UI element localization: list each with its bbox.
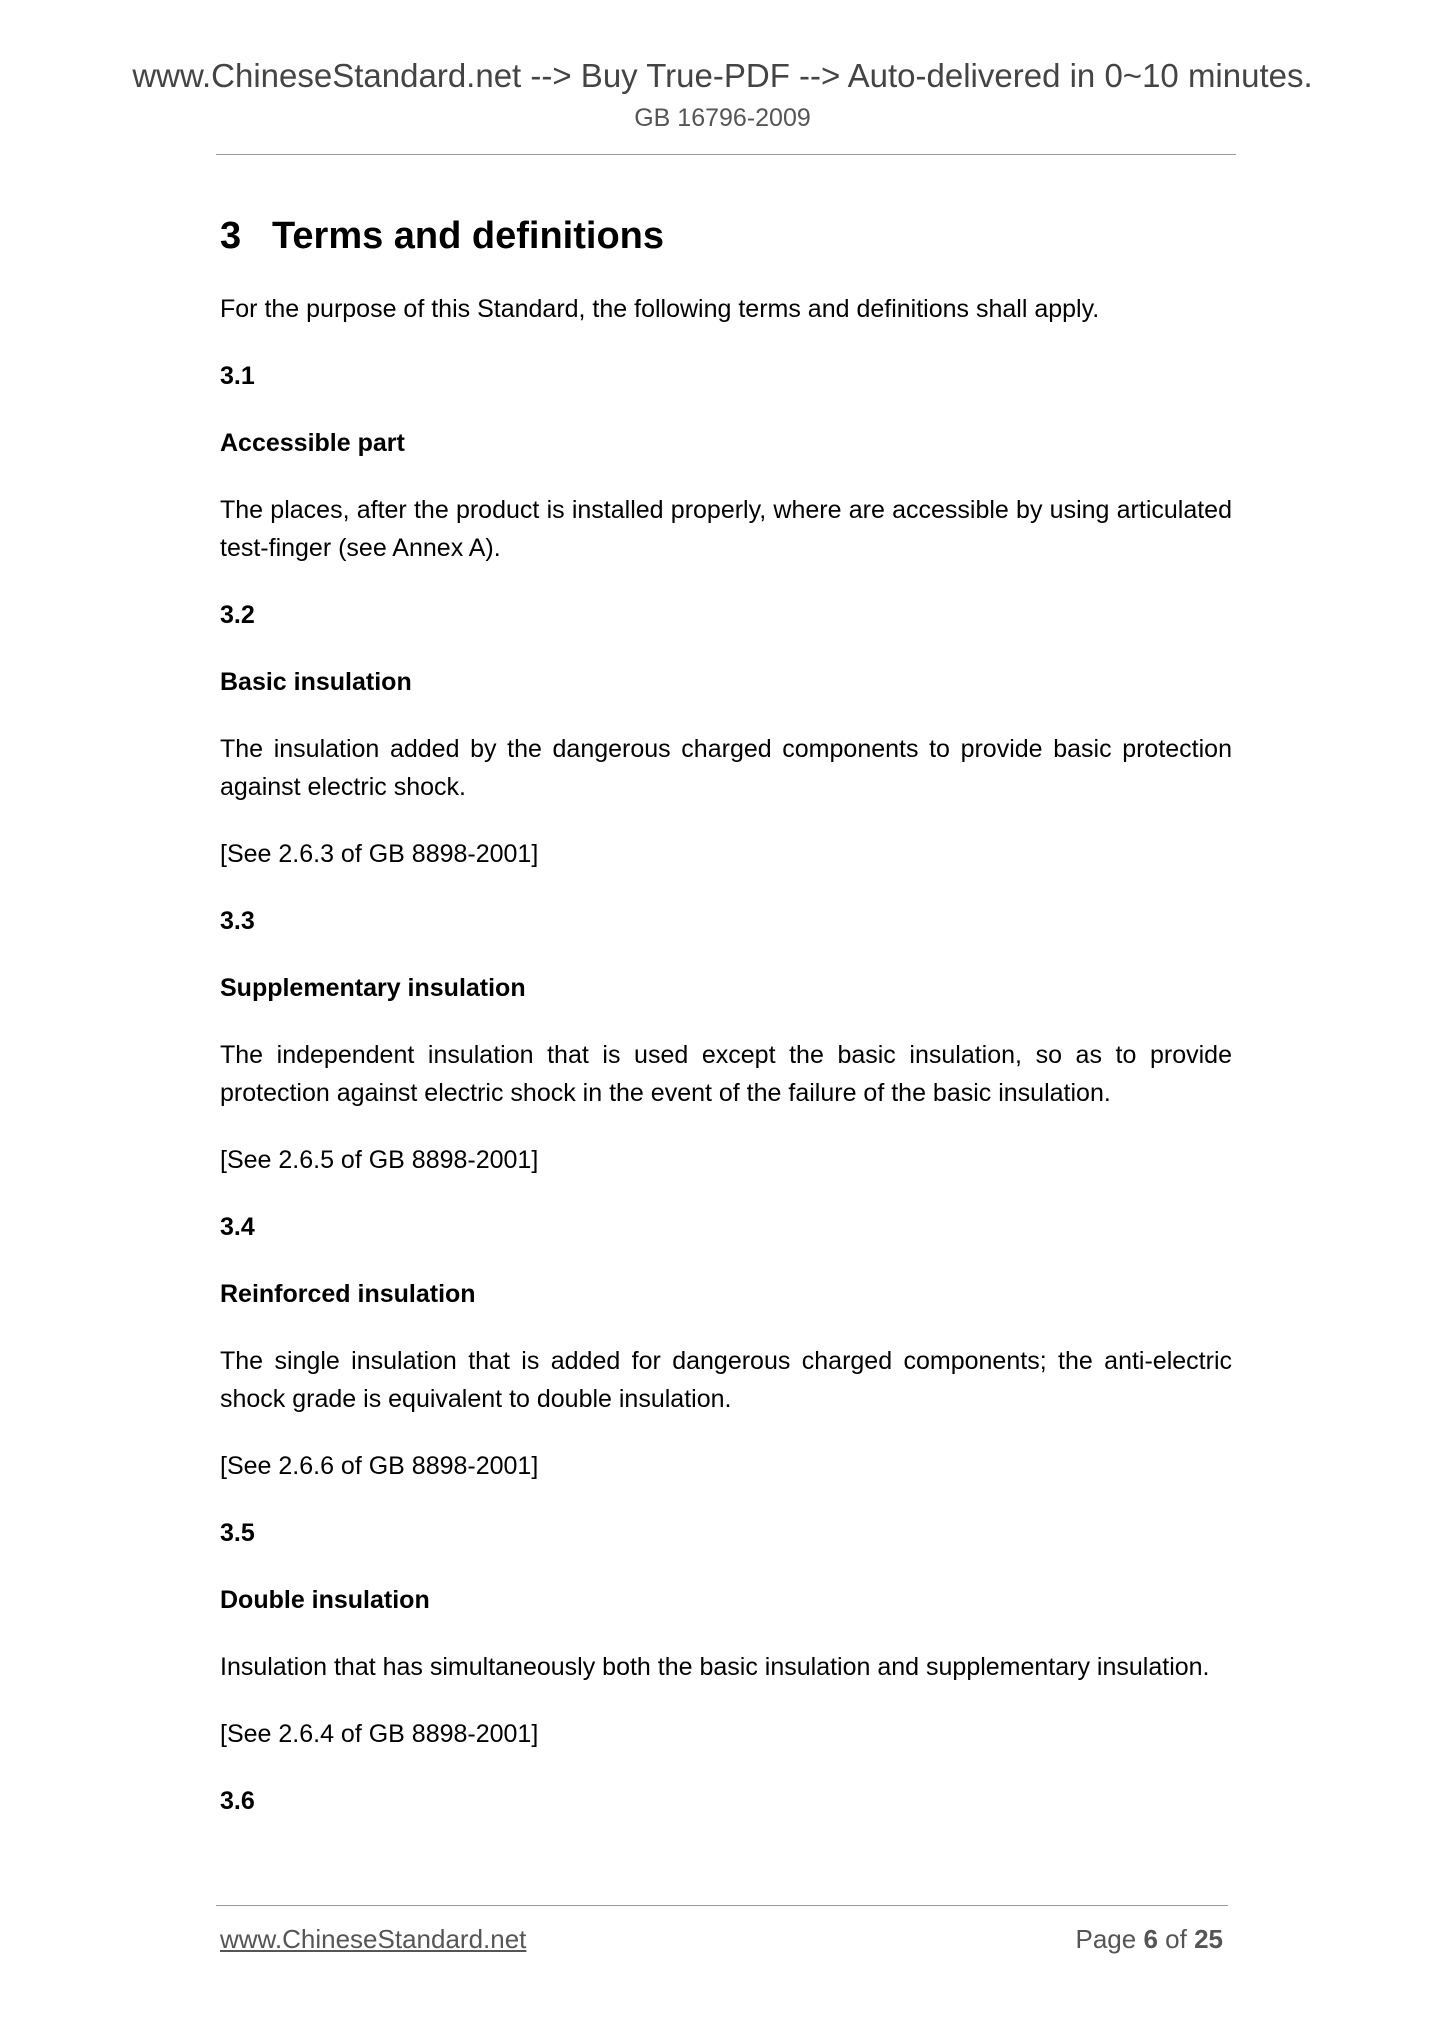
section-heading [220, 212, 1232, 260]
header-divider [216, 154, 1236, 155]
page-prefix: Page [1075, 1924, 1137, 1954]
page-of: of [1165, 1924, 1187, 1954]
document-body [220, 212, 1232, 1849]
term-reference: [See 2.6.4 of GB 8898-2001] [220, 1720, 539, 1748]
term-number: 3.2 [220, 601, 255, 629]
term-definition: The insulation added by the dangerous charged components to provide basic protection against electric shock. [220, 735, 1232, 801]
page-indicator [1075, 1922, 1223, 1956]
term-number: 3.3 [220, 907, 255, 935]
term-definition: Insulation that has simultaneously both the basic insulation and supplementary insulation. [220, 1653, 1210, 1681]
term-number: 3.4 [220, 1213, 255, 1241]
standard-code: GB 16796-2009 [634, 104, 811, 132]
term-definition: The single insulation that is added for dangerous charged components; the anti-electric shock grade is equivalent to double insulation. [220, 1347, 1232, 1413]
term-title: Supplementary insulation [220, 974, 526, 1002]
section-title: Terms and definitions [272, 215, 665, 257]
page-current: 6 [1143, 1924, 1158, 1954]
term-title: Double insulation [220, 1586, 430, 1614]
term-definition: The places, after the product is installed properly, where are accessible by using articulated test-finger (see Annex A). [220, 496, 1232, 562]
term-title: Reinforced insulation [220, 1280, 476, 1308]
term-number: 3.6 [220, 1787, 255, 1815]
page-total: 25 [1194, 1924, 1223, 1954]
section-intro: For the purpose of this Standard, the following terms and definitions shall apply. [220, 295, 1100, 323]
term-number: 3.1 [220, 362, 255, 390]
term-reference: [See 2.6.6 of GB 8898-2001] [220, 1452, 539, 1480]
term-definition: The independent insulation that is used except the basic insulation, so as to provide protection against electric shock in the event of the failure of the basic insulation. [220, 1041, 1232, 1107]
term-reference: [See 2.6.3 of GB 8898-2001] [220, 840, 539, 868]
term-reference: [See 2.6.5 of GB 8898-2001] [220, 1146, 539, 1174]
section-number: 3 [220, 215, 242, 257]
term-title: Accessible part [220, 429, 405, 457]
term-number: 3.5 [220, 1519, 255, 1547]
term-title: Basic insulation [220, 668, 412, 696]
footer-website-link[interactable]: www.ChineseStandard.net [220, 1924, 527, 1954]
header-banner: www.ChineseStandard.net --> Buy True-PDF --> Auto-delivered in 0~10 minutes. [132, 57, 1313, 94]
footer-divider [216, 1905, 1228, 1906]
